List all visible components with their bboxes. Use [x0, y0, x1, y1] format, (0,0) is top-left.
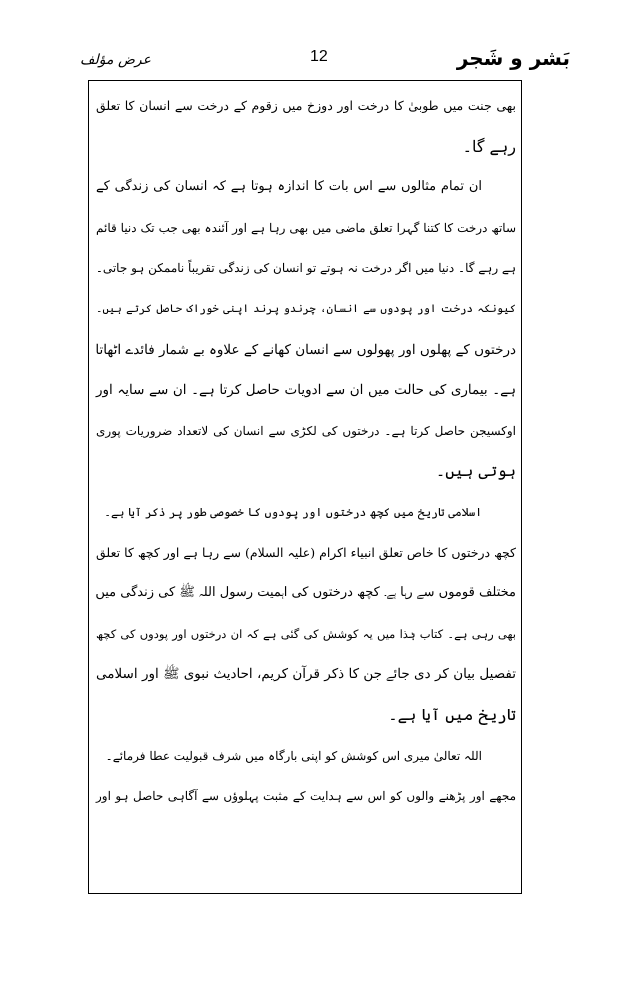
- text-line: ان تمام مثالوں سے اس بات کا اندازہ ہوتا ہے کہ انسان کی زندگی کے: [96, 179, 482, 195]
- book-title: بَشر و شَجر: [456, 46, 570, 70]
- text-line: ہوتی ہیں۔: [435, 461, 516, 481]
- text-line: درختوں کے پھلوں اور پھولوں سے انسان کھانے کے علاوہ بے شمار فائدے اٹھاتا: [95, 341, 516, 358]
- page-header: [70, 46, 570, 76]
- text-line: کچھ درختوں کا خاص تعلق انبیاء اکرام (علیہ السلام) سے رہا ہے اور کچھ کا تعلق: [96, 544, 516, 560]
- text-line: مختلف قوموں سے رہا ہے۔ کچھ درختوں کی اہمیت رسول اللہ ﷺ کی زندگی میں: [95, 585, 516, 601]
- text-line: ساتھ درخت کا کتنا گہرا تعلق ماضی میں بھی رہا ہے اور آئندہ بھی جب تک دنیا قائم: [96, 220, 516, 235]
- text-line: رہے گا۔: [462, 136, 516, 156]
- page-number: 12: [310, 48, 328, 65]
- section-title: عرض مؤلف: [80, 52, 151, 68]
- text-line: ہے۔ بیماری کی حالت میں ان سے ادویات حاصل کرتا ہے۔ ان سے سایہ اور: [96, 382, 516, 399]
- text-line: بھی جنت میں طوبیٰ کا درخت اور دوزخ میں زقوم کے درخت سے انسان کا تعلق: [96, 98, 516, 113]
- text-line: تاریخ میں آیا ہے۔: [388, 704, 516, 724]
- text-line: اللہ تعالیٰ میری اس کوشش کو اپنی بارگاہ میں شرف قبولیت عطا فرمائے۔: [105, 748, 482, 763]
- text-line: بھی رہی ہے۔ کتاب ہٰذا میں یہ کوشش کی گئی ہے کہ ان درختوں اور پودوں کی کچھ: [96, 626, 516, 641]
- text-body: [96, 86, 516, 817]
- text-line: ہے رہے گا۔ دنیا میں اگر درخت نہ ہوتے تو انسان کی زندگی تقریباً ناممکن ہو جاتی۔: [95, 261, 516, 276]
- text-line: مجھے اور پڑھنے والوں کو اس سے ہدایت کے مثبت پہلوؤں سے آگاہی حاصل ہو اور: [96, 789, 516, 804]
- text-line: اسلامی تاریخ میں کچھ درختوں اور پودوں کا خصوصی طور پر ذکر آیا ہے۔: [104, 504, 482, 519]
- text-line: اوکسیجن حاصل کرتا ہے۔ درختوں کی لکڑی سے انسان کی لاتعداد ضروریات پوری: [96, 423, 516, 438]
- text-line: تفصیل بیان کر دی جائے جن کا ذکر قرآن کریم، احادیث نبوی ﷺ اور اسلامی: [96, 666, 516, 683]
- text-line: کیونکہ درخت اور پودوں سے انسان، چرندو پرند اپنی خوراک حاصل کرتے ہیں۔: [96, 301, 516, 315]
